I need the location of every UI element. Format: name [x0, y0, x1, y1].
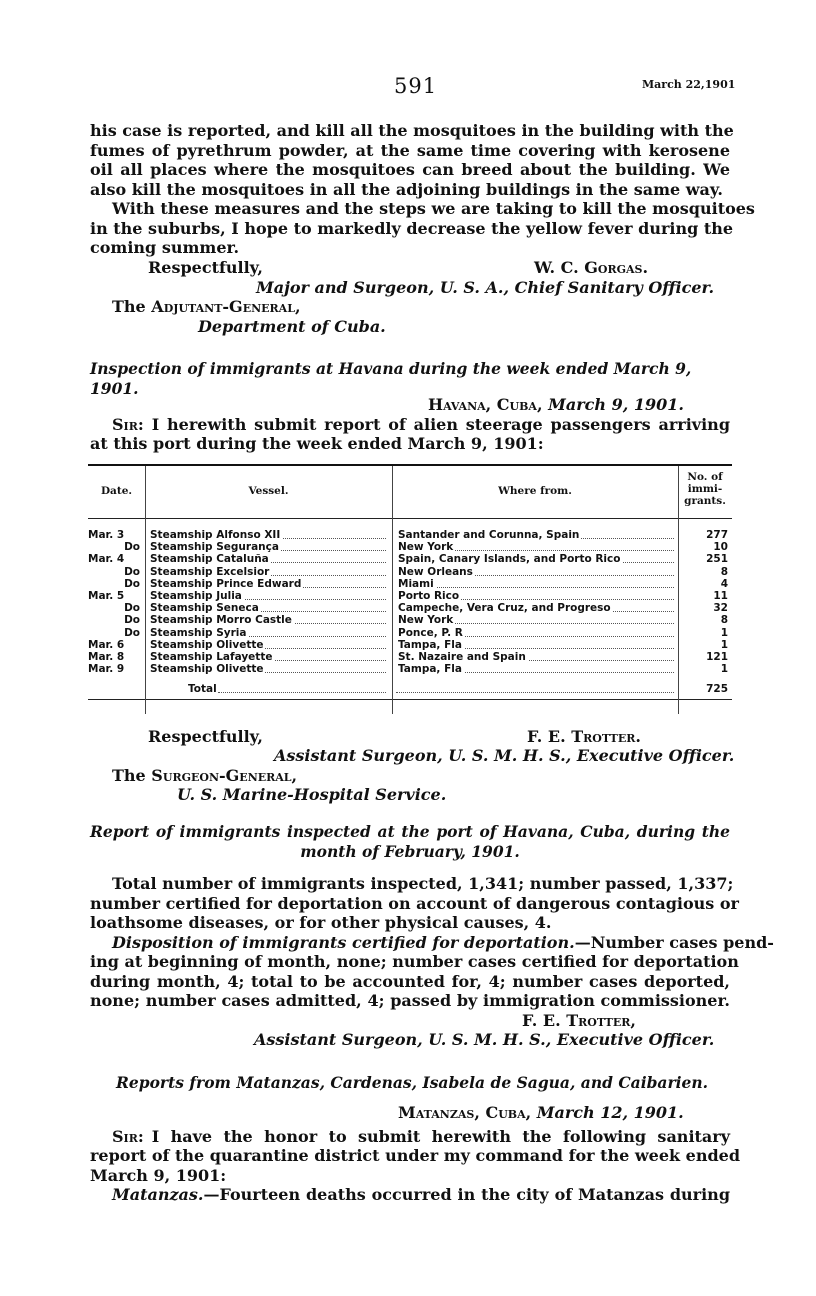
leader-dots: [398, 587, 674, 588]
cell-count: 1: [720, 626, 728, 639]
closing: Respectfully,: [148, 258, 263, 277]
intro-text: I have the honor to submit herewith the following sanitary: [151, 1127, 730, 1146]
section-heading: Inspection of immigrants at Havana during the week ended March 9, 1901.: [90, 359, 692, 398]
col-header-from: Where from.: [498, 485, 572, 497]
col-header-count: [678, 471, 732, 507]
signer-name: W. C. Gorgas.: [534, 258, 649, 277]
dateline-date: March 9, 1901.: [548, 395, 684, 414]
p3-line: Total number of immigrants inspected, 1,341; number passed, 1,337;: [112, 874, 734, 893]
signer-title: Assistant Surgeon, U. S. M. H. S., Executive Officer.: [274, 746, 735, 765]
table-row: [88, 627, 732, 638]
p4-lead: Disposition of immigrants certified for deportation.: [112, 933, 575, 952]
table-row: [88, 590, 732, 601]
last-text: —Fourteen deaths occurred in the city of Matanzas during: [203, 1185, 730, 1204]
last-lead: Matanzas.: [112, 1185, 204, 1204]
signer-title: Assistant Surgeon, U. S. M. H. S., Executive Officer.: [254, 1030, 715, 1049]
cell-from: Santander and Corunna, Spain: [398, 529, 580, 541]
cell-vessel: Steamship Syria: [150, 626, 247, 639]
intro-line: [112, 1127, 730, 1146]
p1-line: fumes of pyrethrum powder, at the same time covering with kerosene: [90, 141, 730, 160]
closing: Respectfully,: [148, 727, 263, 746]
section-heading: Report of immigrants inspected at the port of Havana, Cuba, during the: [90, 822, 730, 841]
table-row: [88, 602, 732, 613]
addressee: Adjutant-General,: [151, 297, 301, 316]
p3-line: number certified for deportation on account of dangerous contagious or: [90, 894, 739, 913]
col-header-date: Date.: [100, 485, 133, 497]
cell-date: Mar. 4: [88, 553, 125, 566]
col-header-count-line: immi-: [687, 483, 723, 495]
intro-line: at this port during the week ended March 9, 1901:: [90, 434, 544, 453]
cell-date: Mar. 5: [88, 590, 125, 602]
cell-from: New York: [398, 614, 454, 627]
cell-from: Tampa, Fla: [398, 638, 462, 651]
p1-line: also kill the mosquitoes in all the adjoining buildings in the same way.: [90, 180, 723, 199]
cell-from: Ponce, P. R: [398, 626, 463, 639]
cell-count: 10: [713, 541, 728, 554]
cell-vessel: Steamship Cataluña: [150, 553, 269, 566]
cell-from: Miami: [398, 577, 434, 590]
header-rule: [88, 518, 732, 519]
cell-count: 1: [720, 663, 728, 676]
p4-text: —Number cases pend-: [574, 933, 774, 952]
cell-count: 11: [713, 590, 728, 602]
cell-date: Do: [124, 541, 140, 554]
p4-line: none; number cases admitted, 4; passed by immigration commissioner.: [90, 991, 730, 1010]
table-row: [88, 663, 732, 674]
cell-count: 32: [713, 602, 728, 615]
cell-from: Tampa, Fla: [398, 663, 462, 676]
dateline-date: March 12, 1901.: [536, 1103, 684, 1122]
section-heading: Reports from Matanzas, Cardenas, Isabela de Sagua, and Caibarien.: [116, 1073, 709, 1092]
signer-name: F. E. Trotter.: [527, 727, 641, 746]
cell-count: 251: [706, 553, 728, 566]
cell-date: Mar. 6: [88, 638, 125, 651]
intro-line: [112, 415, 730, 434]
total-count: 725: [706, 683, 728, 695]
cell-from: St. Nazaire and Spain: [398, 651, 526, 663]
department: U. S. Marine-Hospital Service.: [177, 785, 447, 804]
section-heading: month of February, 1901.: [300, 842, 520, 861]
cell-date: Do: [124, 602, 140, 615]
table-row: [88, 566, 732, 577]
addressee-prefix: The: [112, 766, 146, 785]
cell-count: 277: [706, 529, 728, 541]
cell-date: Mar. 9: [88, 663, 125, 676]
addressee: Surgeon-General,: [151, 766, 298, 785]
cell-vessel: Steamship Excelsior: [150, 565, 270, 578]
running-date: March 22,1901: [642, 78, 736, 91]
cell-from: Campeche, Vera Cruz, and Progreso: [398, 602, 611, 615]
dateline-place: Havana, Cuba,: [428, 395, 543, 414]
addressee-prefix: The: [112, 297, 146, 316]
p1-line: oil all places where the mosquitoes can breed about the building. We: [90, 160, 730, 179]
salutation: Sir:: [112, 1127, 144, 1146]
cell-vessel: Steamship Alfonso XII: [150, 529, 281, 541]
p4-line: ing at beginning of month, none; number cases certified for deportation: [90, 952, 739, 971]
cell-vessel: Steamship Segurança: [150, 541, 279, 554]
cell-vessel: Steamship Julia: [150, 590, 242, 602]
table-top-rule: [88, 464, 732, 466]
department: Department of Cuba.: [198, 317, 386, 336]
cell-vessel: Steamship Prince Edward: [150, 577, 302, 590]
table-row: [88, 639, 732, 650]
cell-count: 8: [720, 565, 728, 578]
cell-date: Do: [124, 577, 140, 590]
table-bottom-rule: [88, 699, 732, 700]
intro-line: report of the quarantine district under my command for the week ended: [90, 1146, 741, 1165]
cell-from: New York: [398, 541, 454, 554]
cell-count: 1: [720, 638, 728, 651]
col-header-vessel: Vessel.: [248, 485, 289, 497]
cell-vessel: Steamship Morro Castle: [150, 614, 292, 627]
table-row: [88, 541, 732, 552]
cell-vessel: Steamship Seneca: [150, 602, 259, 615]
table-row: [88, 553, 732, 564]
table-row: [88, 529, 732, 540]
cell-date: Mar. 3: [88, 529, 125, 541]
salutation: Sir:: [112, 415, 144, 434]
intro-line: March 9, 1901:: [90, 1166, 227, 1185]
dateline: [428, 395, 684, 414]
table-row: [88, 578, 732, 589]
cell-count: 121: [706, 651, 728, 663]
last-line: [112, 1185, 730, 1204]
cell-from: New Orleans: [398, 565, 473, 578]
intro-text: I herewith submit report of alien steerage passengers arriving: [151, 415, 730, 434]
immigrant-table: [88, 464, 732, 716]
leader-dots: [218, 692, 386, 693]
cell-from: Porto Rico: [398, 590, 460, 602]
p3-line: loathsome diseases, or for other physical causes, 4.: [90, 913, 552, 932]
p2-line: in the suburbs, I hope to markedly decrease the yellow fever during the: [90, 219, 734, 238]
cell-date: Do: [124, 565, 140, 578]
p2-line: With these measures and the steps we are taking to kill the mosquitoes: [112, 199, 755, 218]
p1-line: his case is reported, and kill all the mosquitoes in the building with the: [90, 121, 734, 140]
addressee-line: [112, 766, 297, 785]
signer-name: F. E. Trotter,: [522, 1011, 636, 1030]
table-row: [88, 614, 732, 625]
total-label: Total: [188, 683, 217, 695]
col-header-count-line: No. of: [687, 471, 723, 483]
p2-line: coming summer.: [90, 238, 240, 257]
cell-vessel: Steamship Lafayette: [150, 651, 273, 663]
col-header-count-line: grants.: [684, 495, 726, 507]
cell-vessel: Steamship Olivette: [150, 663, 264, 676]
cell-date: Do: [124, 626, 140, 639]
cell-date: Mar. 8: [88, 651, 125, 663]
page-number: 591: [394, 74, 438, 98]
cell-date: Do: [124, 614, 140, 627]
cell-count: 4: [720, 577, 728, 590]
cell-from: Spain, Canary Islands, and Porto Rico: [398, 553, 621, 566]
p4-first-line: [112, 933, 774, 952]
leader-dots: [396, 692, 674, 693]
cell-count: 8: [720, 614, 728, 627]
signer-title: Major and Surgeon, U. S. A., Chief Sanitary Officer.: [256, 278, 715, 297]
dateline-place: Matanzas, Cuba,: [398, 1103, 532, 1122]
p4-line: during month, 4; total to be accounted for, 4; number cases deported,: [90, 972, 730, 991]
dateline: [398, 1103, 684, 1122]
table-row: [88, 651, 732, 662]
cell-vessel: Steamship Olivette: [150, 638, 264, 651]
addressee-line: [112, 297, 301, 316]
